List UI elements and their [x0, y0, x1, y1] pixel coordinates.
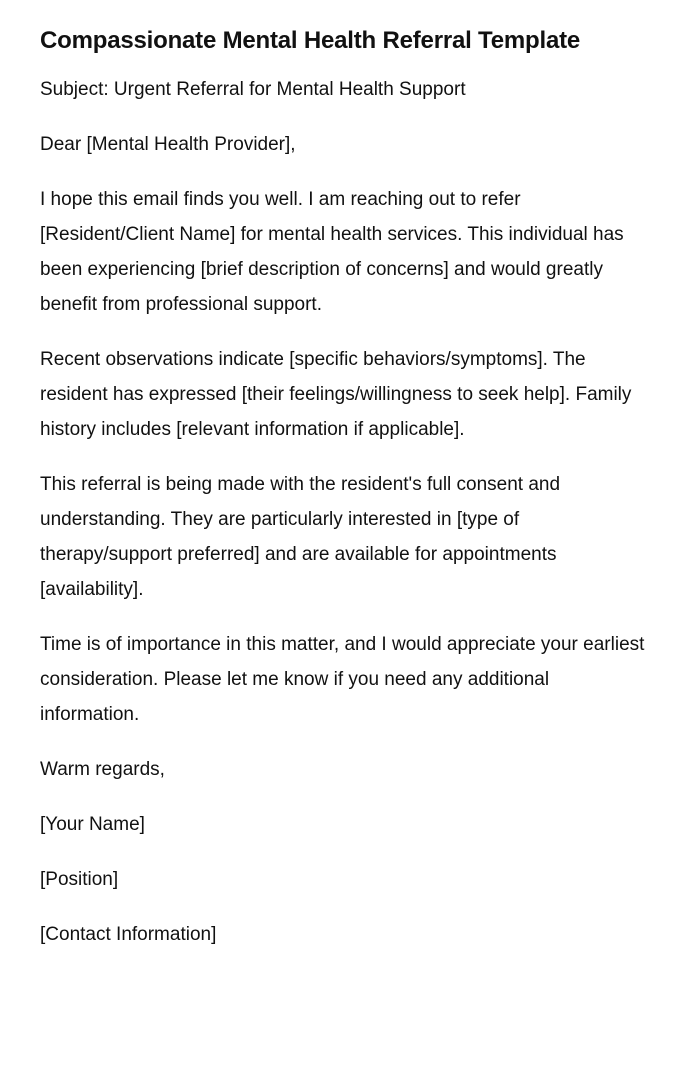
- body-paragraph-2: Recent observations indicate [specific behaviors/symptoms]. The resident has expressed [their feelings/willingness to seek help]. Family history includes [relevant information if applicable].: [40, 349, 632, 440]
- signature-position: [Position]: [40, 869, 119, 890]
- body-paragraph-4: Time is of importance in this matter, and I would appreciate your earliest consideration. Please let me know if you need any additional information.: [40, 634, 645, 725]
- subject-line: Subject: Urgent Referral for Mental Health Support: [40, 79, 466, 100]
- document-title: Compassionate Mental Health Referral Template: [40, 27, 581, 54]
- signature-name: [Your Name]: [40, 814, 145, 835]
- document: [40, 24, 650, 972]
- greeting: Dear [Mental Health Provider],: [40, 134, 296, 155]
- body-paragraph-1: I hope this email finds you well. I am reaching out to refer [Resident/Client Name] for mental health services. This individual has been experiencing [brief description of concerns] and would greatly benefit from professional support.: [40, 189, 624, 315]
- signature-contact: [Contact Information]: [40, 924, 217, 945]
- closing: Warm regards,: [40, 759, 165, 780]
- body-paragraph-3: This referral is being made with the resident's full consent and understanding. They are particularly interested in [type of therapy/support preferred] and are available for appointments [availability].: [40, 474, 561, 600]
